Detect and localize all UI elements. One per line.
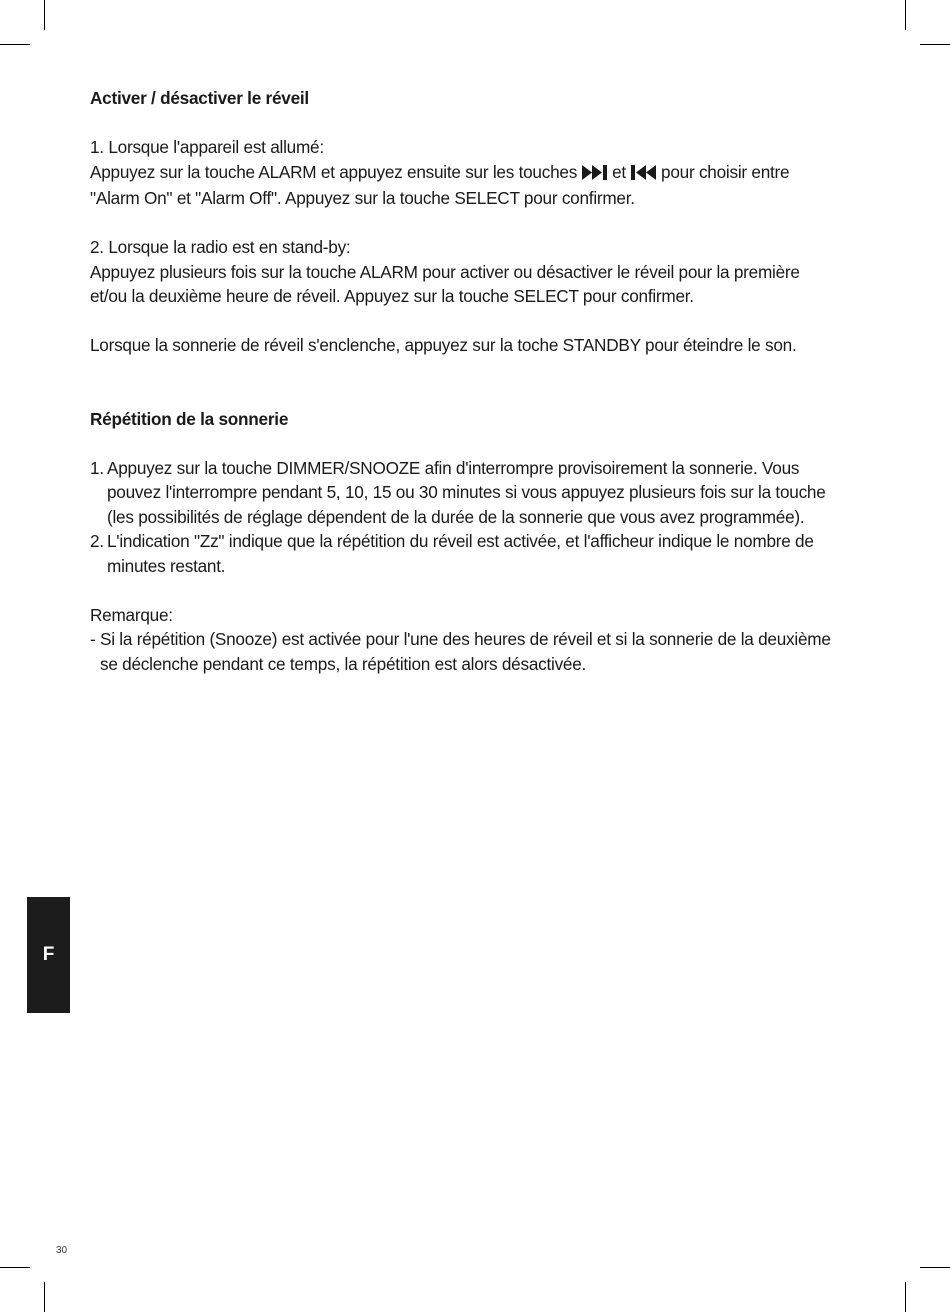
language-tab-label: F bbox=[42, 944, 55, 965]
section-heading-alarm: Activer / désactiver le réveil bbox=[90, 88, 309, 108]
crop-mark-bottom-right-horizontal bbox=[920, 1267, 950, 1268]
remark-line-2: se déclenche pendant ce temps, la répétition est alors désactivée. bbox=[100, 653, 587, 674]
alarm-item-1-text-before: Appuyez sur la touche ALARM et appuyez ensuite sur les touches bbox=[90, 161, 578, 182]
alarm-item-1-label: 1. Lorsque l'appareil est allumé: bbox=[90, 137, 324, 157]
crop-mark-top-right-vertical bbox=[905, 0, 906, 30]
snooze-list-item bbox=[90, 529, 860, 578]
alarm-item-1-line-2: "Alarm On" et "Alarm Off". Appuyez sur la touche SELECT pour confirmer. bbox=[90, 188, 635, 208]
snooze-item-1-line-3: (les possibilités de réglage dépendent de la durée de la sonnerie que vous avez programmée). bbox=[107, 506, 805, 527]
alarm-item-2-line-2: et/ou la deuxième heure de réveil. Appuyez sur la touche SELECT pour confirmer. bbox=[90, 286, 694, 306]
section-heading-snooze: Répétition de la sonnerie bbox=[90, 408, 289, 429]
alarm-item-2-line-1: Appuyez plusieurs fois sur la touche ALARM pour activer ou désactiver le réveil pour la première bbox=[90, 261, 800, 282]
crop-mark-bottom-left-horizontal bbox=[0, 1267, 30, 1268]
crop-mark-top-right-horizontal bbox=[920, 44, 950, 45]
skip-forward-icon bbox=[582, 162, 608, 187]
language-tab bbox=[27, 897, 70, 1013]
alarm-standby-note: Lorsque la sonnerie de réveil s'enclenche, appuyez sur la toche STANDBY pour éteindre le son. bbox=[90, 335, 797, 355]
page-number: 30 bbox=[56, 1245, 68, 1256]
skip-back-icon bbox=[631, 162, 657, 187]
snooze-item-2-line-2: minutes restant. bbox=[107, 555, 226, 576]
list-number: 1. bbox=[90, 457, 104, 478]
snooze-item-1-line-2: pouvez l'interrompre pendant 5, 10, 15 ou 30 minutes si vous appuyez plusieurs fois sur la touche bbox=[107, 482, 826, 502]
page-content bbox=[90, 86, 860, 676]
snooze-list-item bbox=[90, 456, 860, 530]
snooze-item-2-line-1: L'indication "Zz" indique que la répétition du réveil est activée, et l'afficheur indique le nombre de bbox=[107, 531, 814, 551]
crop-mark-bottom-right-vertical bbox=[905, 1282, 906, 1312]
remark-item bbox=[90, 627, 860, 676]
alarm-item-1-text-between: et bbox=[612, 161, 626, 182]
crop-mark-top-left-horizontal bbox=[0, 44, 30, 45]
remark-label: Remarque: bbox=[90, 604, 173, 625]
alarm-item-2-label: 2. Lorsque la radio est en stand-by: bbox=[90, 237, 351, 257]
list-number: 2. bbox=[90, 531, 104, 551]
crop-mark-bottom-left-vertical bbox=[44, 1282, 45, 1312]
snooze-item-1-line-1: Appuyez sur la touche DIMMER/SNOOZE afin d'interrompre provisoirement la sonnerie. Vous bbox=[107, 457, 800, 478]
dash-marker: - bbox=[90, 629, 96, 649]
alarm-item-1-line-1 bbox=[90, 160, 860, 187]
alarm-item-1-text-after: pour choisir entre bbox=[661, 161, 790, 182]
crop-mark-top-left-vertical bbox=[44, 0, 45, 30]
remark-line-1: Si la répétition (Snooze) est activée pour l'une des heures de réveil et si la sonnerie de la deuxième bbox=[100, 629, 831, 649]
